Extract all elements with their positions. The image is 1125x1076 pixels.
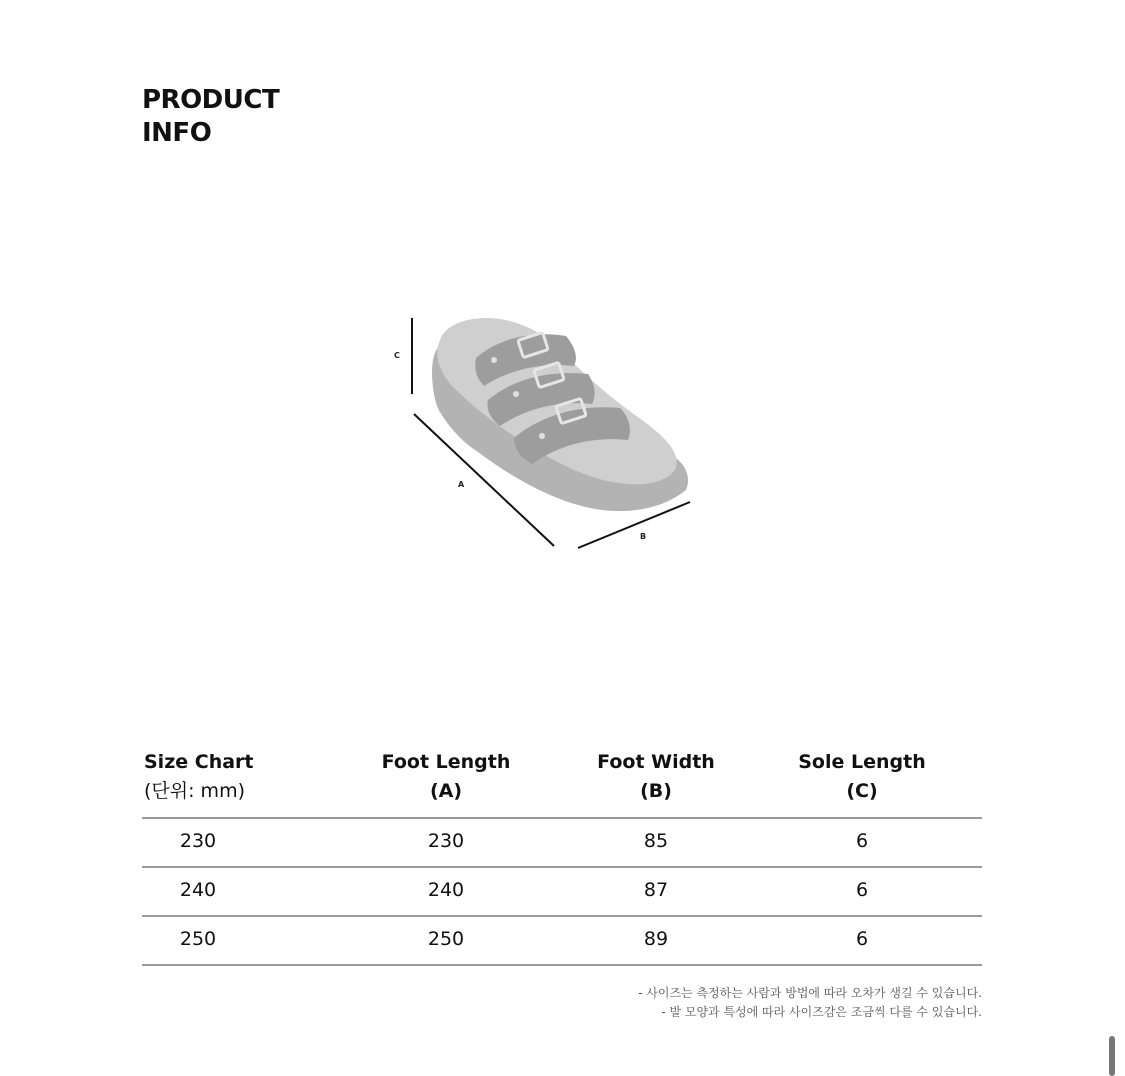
size-chart-table [142,740,982,966]
page-title-line2: INFO [142,118,212,148]
header-size-chart [144,748,268,806]
rivet-icon [513,391,519,397]
cell-size: 240 [179,879,217,901]
rivet-icon [491,357,497,363]
table-row [142,917,982,966]
cell-foot-width: 85 [643,830,669,852]
header-sole-length-title: Sole Length [798,751,926,773]
header-foot-width [576,748,736,806]
header-sole-length-code: (C) [846,780,878,802]
header-foot-width-code: (B) [640,780,672,802]
cell-sole-length: 6 [855,879,869,901]
table-row [142,868,982,917]
header-foot-length-code: (A) [429,780,463,802]
dimension-label-b: B [640,532,647,541]
cell-foot-length: 240 [427,879,465,901]
cell-foot-length: 230 [427,830,465,852]
cell-foot-width: 89 [643,928,669,950]
rivet-icon [539,433,545,439]
dimension-label-a: A [458,480,465,489]
scrollbar-thumb[interactable] [1109,1036,1115,1076]
dimension-label-c: C [394,351,400,360]
header-sole-length [782,748,942,806]
size-chart-header [142,740,982,819]
cell-foot-width: 87 [643,879,669,901]
table-row [142,819,982,868]
sandal-icon [380,300,720,560]
page-title-line1: PRODUCT [142,85,280,115]
cell-sole-length: 6 [855,830,869,852]
size-note: - 사이즈는 측정하는 사람과 방법에 따라 오차가 생길 수 있습니다. [638,986,982,1000]
header-foot-length-title: Foot Length [381,751,511,773]
cell-size: 250 [179,928,217,950]
product-dimension-diagram [380,300,720,560]
size-notes [638,984,982,1022]
cell-foot-length: 250 [427,928,465,950]
header-foot-length [366,748,526,806]
page-title [142,84,279,150]
size-note: - 발 모양과 특성에 따라 사이즈감은 조금씩 다를 수 있습니다. [661,1005,982,1019]
header-foot-width-title: Foot Width [597,751,715,773]
cell-size: 230 [179,830,217,852]
cell-sole-length: 6 [855,928,869,950]
header-size-chart-unit: (단위: mm) [144,780,245,802]
header-size-chart-title: Size Chart [144,751,254,773]
